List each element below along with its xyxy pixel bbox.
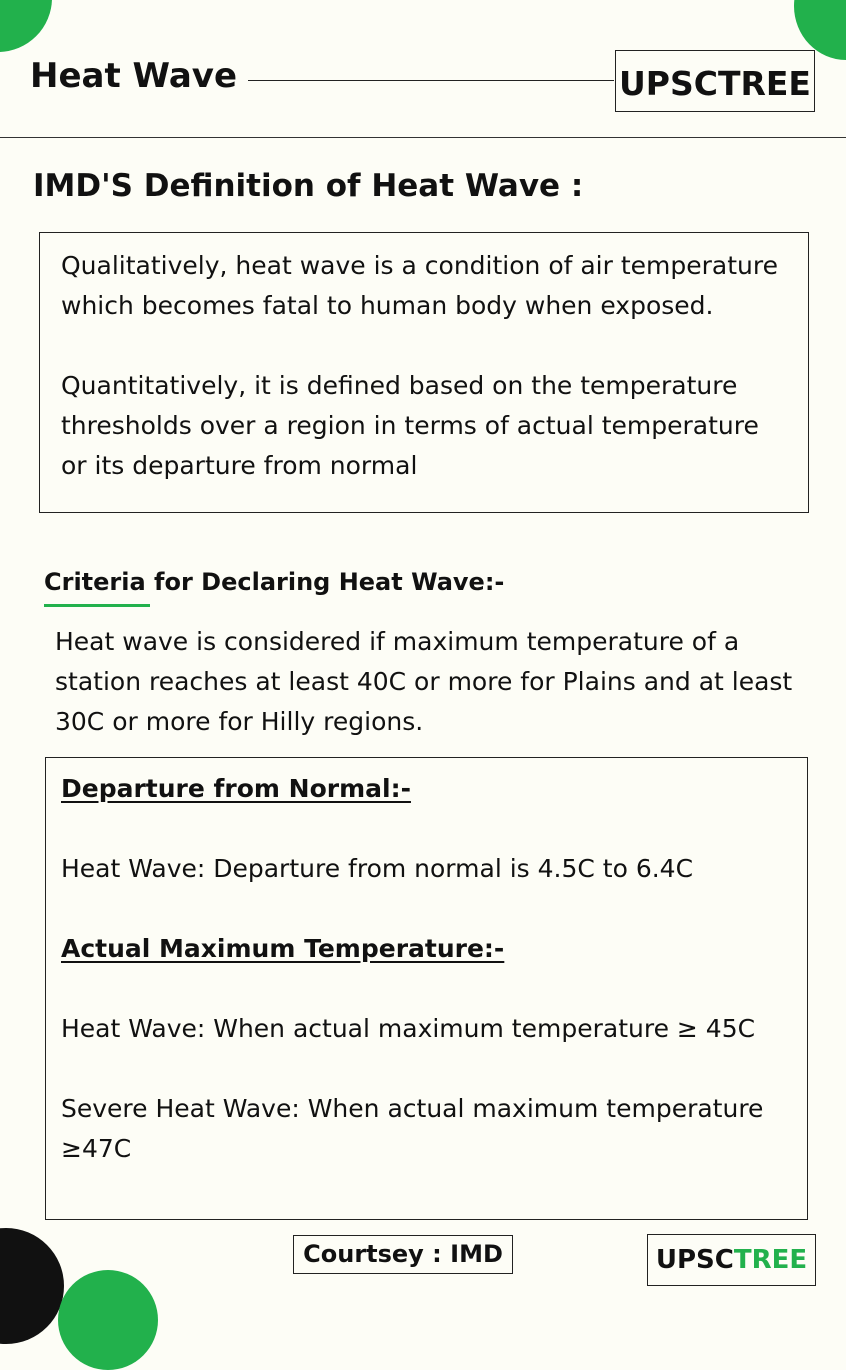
criteria-heading: Criteria for Declaring Heat Wave:- — [44, 568, 505, 596]
footer-logo-upsc: UPSC — [655, 1245, 734, 1275]
actual-heading: Actual Maximum Temperature:- — [61, 934, 505, 963]
header-divider — [0, 137, 846, 138]
definition-line: Quantitatively, it is defined based on the temperature — [61, 371, 738, 400]
severe-text: ≥47C — [61, 1134, 132, 1163]
definition-line: or its departure from normal — [61, 451, 418, 480]
definition-title: IMD'S Definition of Heat Wave : — [33, 168, 584, 204]
footer-logo-tree: TREE — [733, 1245, 808, 1275]
departure-heading: Departure from Normal:- — [61, 774, 411, 803]
courtesy-label: Courtsey : IMD — [293, 1235, 513, 1274]
footer-logo — [647, 1234, 816, 1286]
criteria-line: station reaches at least 40C or more for Plains and at least — [55, 667, 793, 696]
corner-circle-bottom-left — [0, 1228, 64, 1344]
page-title: Heat Wave — [30, 56, 238, 96]
criteria-underline — [44, 604, 150, 607]
definition-line: which becomes fatal to human body when exposed. — [61, 291, 714, 320]
header-logo: UPSCTREE — [615, 50, 815, 112]
corner-circle-top-left — [0, 0, 52, 52]
definition-line: thresholds over a region in terms of actual temperature — [61, 411, 759, 440]
criteria-line: Heat wave is considered if maximum temperature of a — [55, 627, 740, 656]
thresholds-box — [45, 757, 808, 1220]
criteria-line: 30C or more for Hilly regions. — [55, 707, 424, 736]
severe-text: Severe Heat Wave: When actual maximum temperature — [61, 1094, 764, 1123]
header-rule — [248, 80, 614, 81]
corner-circle-bottom — [58, 1270, 158, 1370]
actual-text: Heat Wave: When actual maximum temperature ≥ 45C — [61, 1014, 756, 1043]
departure-text: Heat Wave: Departure from normal is 4.5C to 6.4C — [61, 854, 694, 883]
definition-line: Qualitatively, heat wave is a condition of air temperature — [61, 251, 778, 280]
